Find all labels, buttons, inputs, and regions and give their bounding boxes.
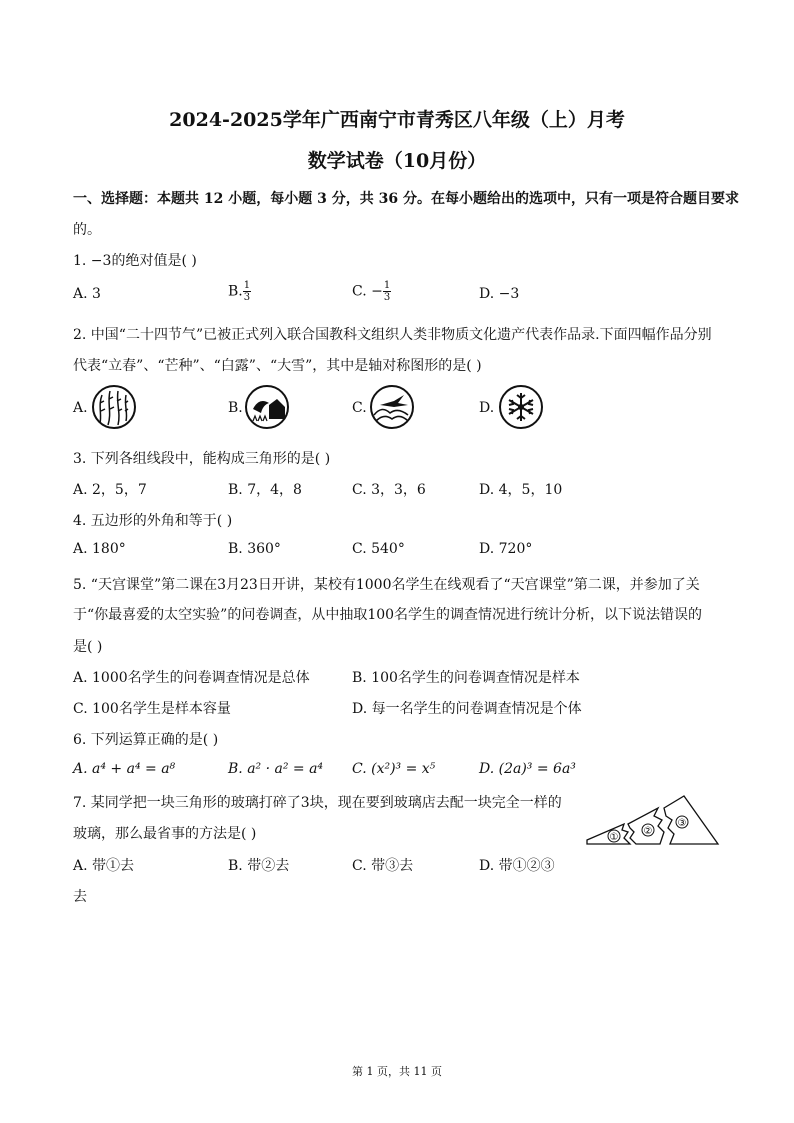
section-heading-wrap: 的。 [73,222,101,238]
q7-option-d-wrap: 去 [73,889,87,905]
daxue-snowflake-icon [497,383,545,431]
page-title: 2024-2025学年广西南宁市青秀区八年级（上）月考 [169,109,625,131]
fraction-numerator: 1 [383,280,391,291]
q2-option-b-label: B. [228,400,243,416]
question-2-line-1: 2. 中国“二十四节气”已被正式列入联合国教科文组织人类非物质文化遗产代表作品录.下面四幅作品分别 [73,327,712,343]
fig-label-3: ③ [677,818,687,829]
bailu-bird-icon [368,383,416,431]
question-5-line-3: 是( ) [73,639,103,655]
q3-option-c: C. 3，3，6 [352,482,426,498]
question-3-stem: 3. 下列各组线段中，能构成三角形的是( ) [73,451,331,467]
q5-option-d: D. 每一名学生的问卷调查情况是个体 [352,701,582,717]
q7-option-c: C. 带③去 [352,858,414,874]
q4-option-d: D. 720° [479,541,533,557]
q1-option-c-prefix: C. − [352,283,383,300]
q4-option-a: A. 180° [73,541,126,557]
q7-option-b: B. 带②去 [228,858,290,874]
question-5-line-2: 于“你最喜爱的太空实验”的问卷调查，从中抽取100名学生的调查情况进行统计分析，以下说法错误的 [73,607,703,623]
question-7-line-2: 玻璃，那么最省事的方法是( ) [73,826,257,842]
q1-option-b [228,280,251,303]
q2-option-c-label: C. [352,400,367,416]
q1-option-c [352,280,391,303]
question-4-stem: 4. 五边形的外角和等于( ) [73,513,233,529]
broken-triangle-figure [584,792,724,852]
fig-label-2: ② [643,826,653,837]
q4-option-b: B. 360° [228,541,281,557]
fraction-denominator: 3 [383,292,391,303]
question-1-stem: 1. −3的绝对值是( ) [73,253,197,269]
q7-option-d: D. 带①②③ [479,858,555,874]
question-2-line-2: 代表“立春”、“芒种”、“白露”、“大雪”，其中是轴对称图形的是( ) [73,358,482,374]
q1-option-d: D. −3 [479,286,520,302]
section-heading: 一、选择题：本题共 12 小题，每小题 3 分，共 36 分。在每小题给出的选项中，只有一项是符合题目要求 [73,191,739,207]
question-7-line-1: 7. 某同学把一块三角形的玻璃打碎了3块，现在要到玻璃店去配一块完全一样的 [73,795,562,811]
q6-option-c: C. (x²)³ = x⁵ [352,761,436,777]
q1-option-c-fraction [383,280,391,303]
q1-option-b-prefix: B. [228,283,243,300]
q6-option-b: B. a² · a² = a⁴ [228,761,324,777]
question-6-stem: 6. 下列运算正确的是( ) [73,732,219,748]
question-5-line-1: 5. “天宫课堂”第二课在3月23日开讲，某校有1000名学生在线观看了“天宫课堂”第二课，并参加了关 [73,577,700,593]
mangzhong-farm-icon [243,383,291,431]
page-subtitle: 数学试卷（10月份） [307,150,487,172]
q1-option-b-fraction [243,280,251,303]
q7-option-a: A. 带①去 [73,858,135,874]
q5-option-b: B. 100名学生的问卷调查情况是样本 [352,670,580,686]
q1-option-a: A. 3 [73,286,101,302]
q6-option-a: A. a⁴ + a⁴ = a⁸ [73,761,176,777]
q6-option-d: D. (2a)³ = 6a³ [479,761,576,777]
q2-option-a-label: A. [73,400,88,416]
q3-option-a: A. 2，5，7 [73,482,147,498]
q5-option-a: A. 1000名学生的问卷调查情况是总体 [73,670,310,686]
q5-option-c: C. 100名学生是样本容量 [73,701,231,717]
fig-label-1: ① [609,832,619,843]
q4-option-c: C. 540° [352,541,405,557]
fraction-denominator: 3 [243,292,251,303]
lichun-willow-icon [90,383,138,431]
q2-option-d-label: D. [479,400,495,416]
q3-option-b: B. 7，4，8 [228,482,302,498]
q3-option-d: D. 4，5，10 [479,482,563,498]
fraction-numerator: 1 [243,280,251,291]
page-footer: 第 1 页，共 11 页 [352,1065,442,1078]
